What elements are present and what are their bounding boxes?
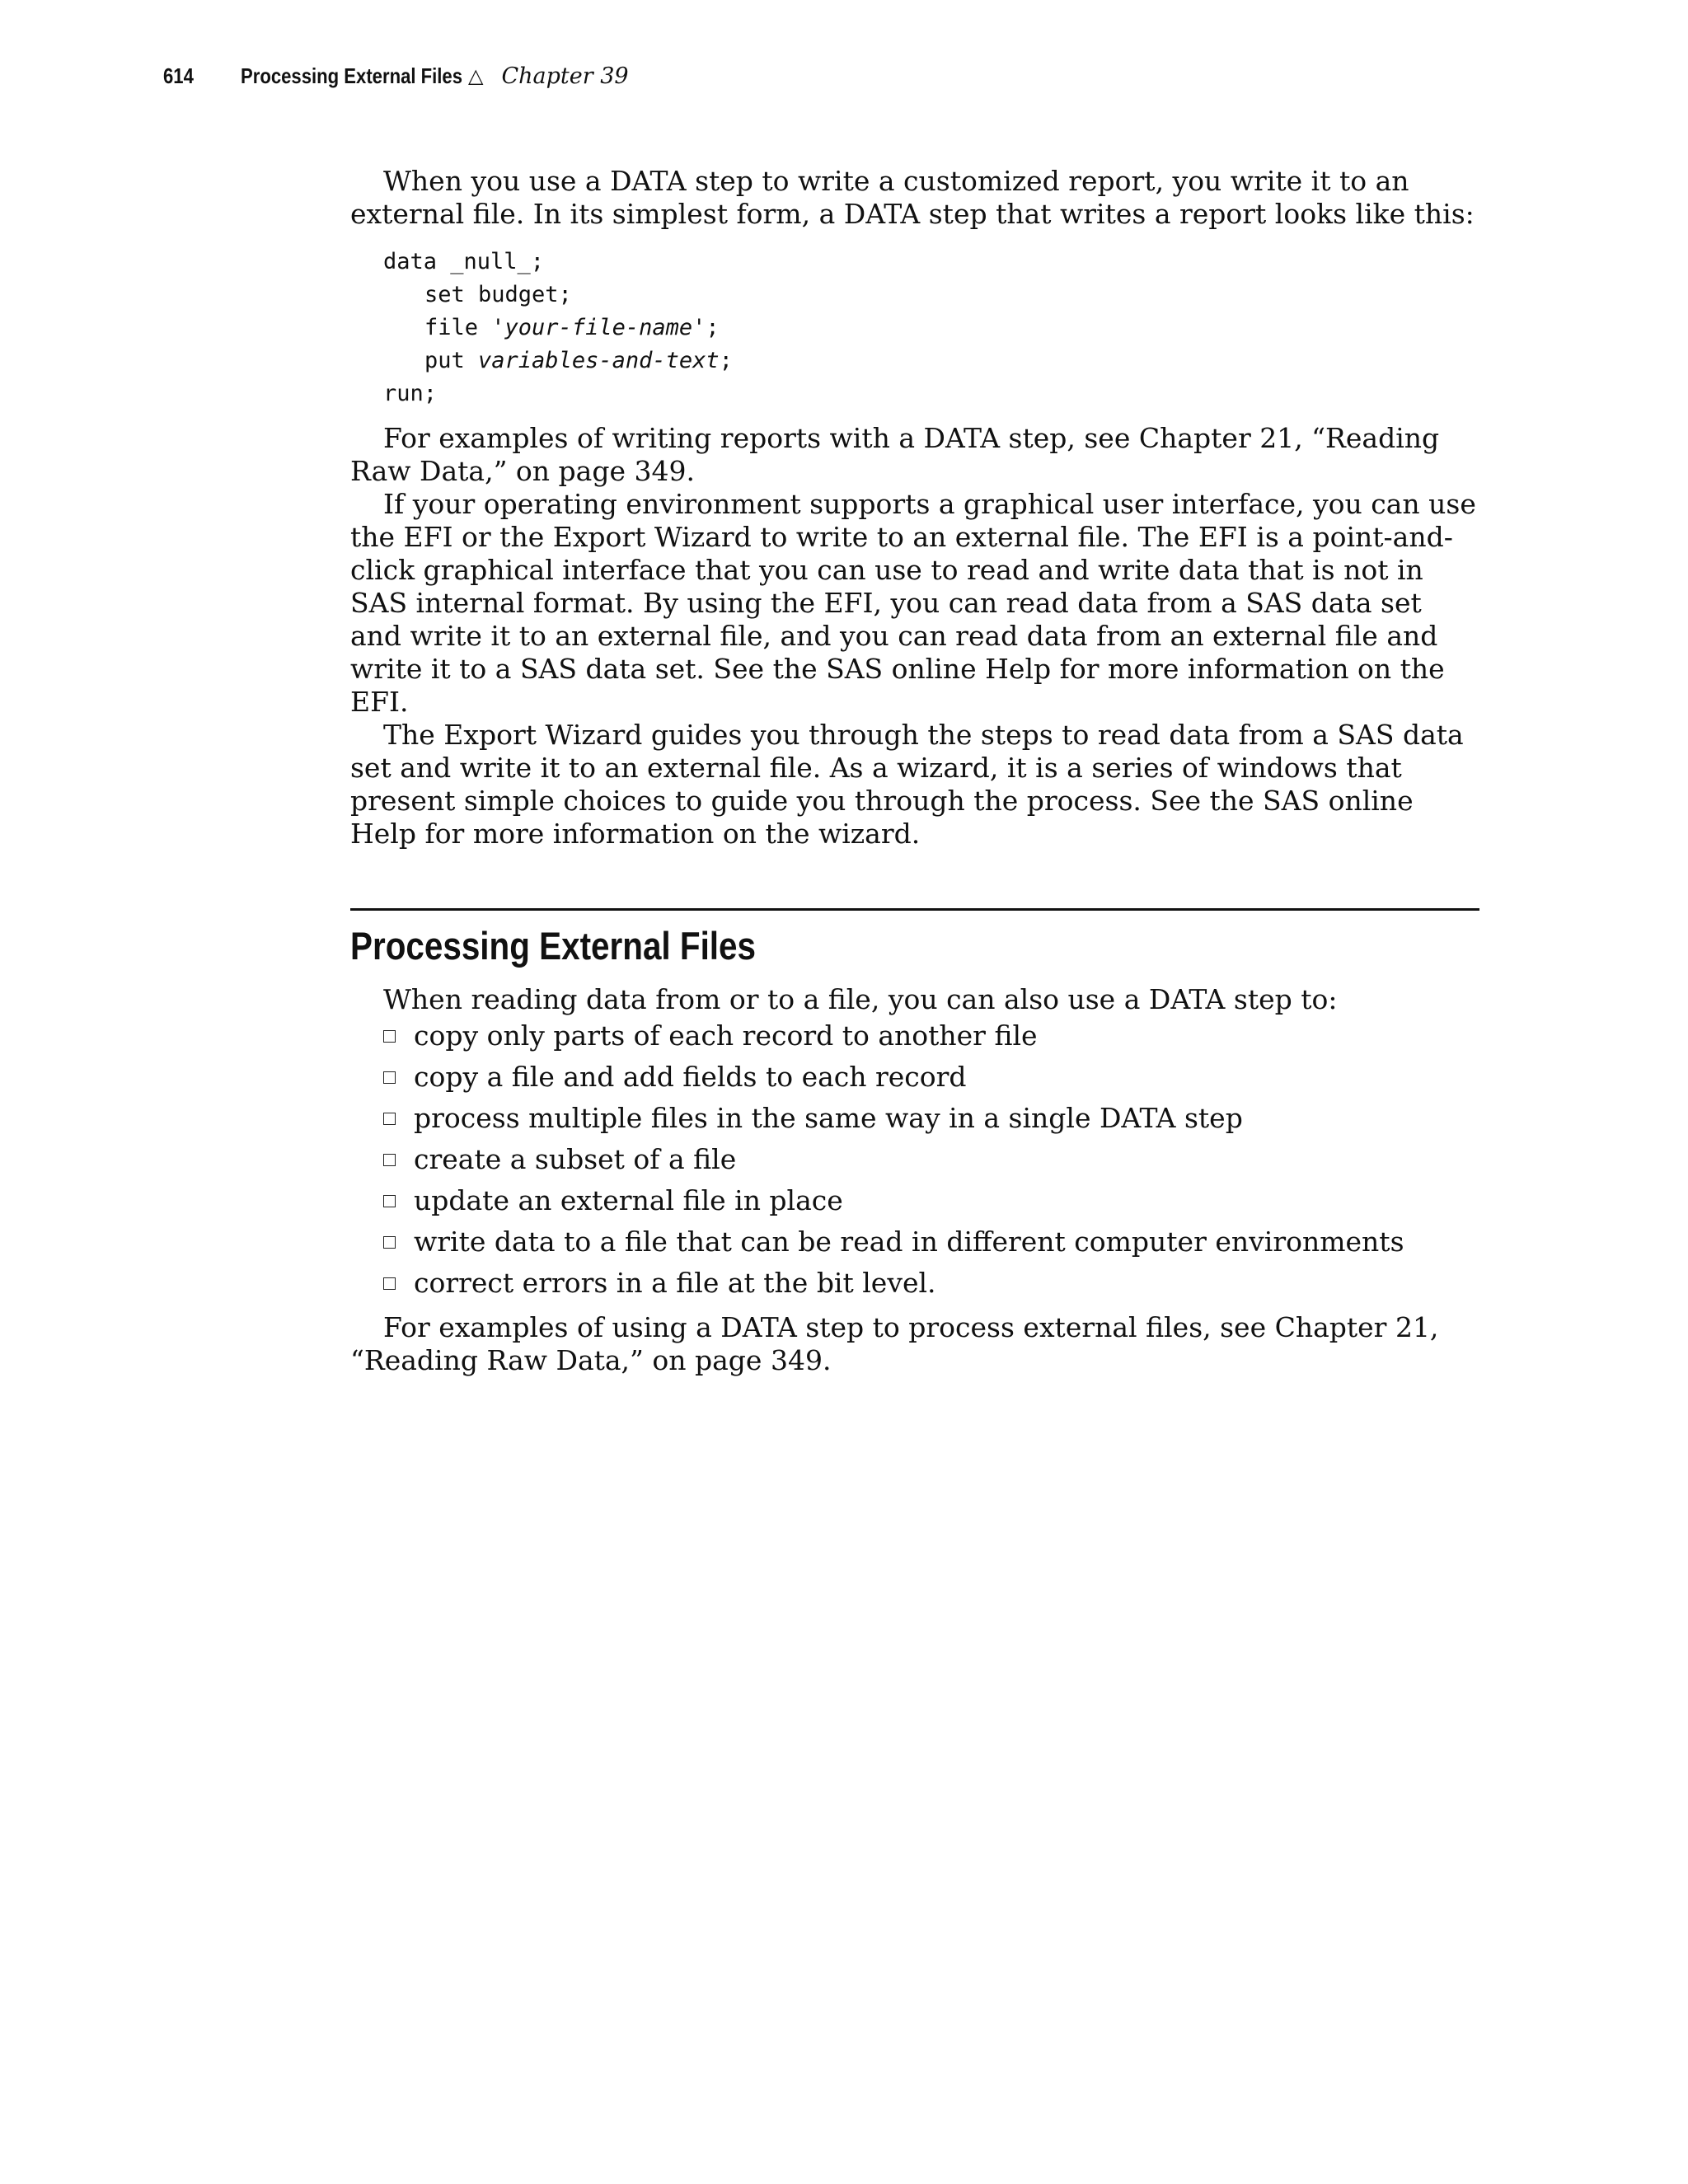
running-head-title: Processing External Files	[241, 63, 462, 88]
bullet-list	[350, 1019, 1479, 1300]
code-line-2: set budget;	[424, 282, 572, 307]
code-line-4	[383, 344, 1479, 377]
intro-paragraph-4: The Export Wizard guides you through the steps to read data from a SAS data set and write it to an external file. As a wizard, it is a series of windows that present simple choices to guide you through the process. See the SAS online Help for more information on the wizard.	[350, 719, 1464, 850]
checkbox-bullet-icon	[383, 1071, 396, 1084]
code-line-5: run;	[383, 381, 438, 406]
checkbox-bullet-icon	[383, 1236, 396, 1249]
section-closing-paragraph: For examples of using a DATA step to process external files, see Chapter 21, “Reading Raw Data,” on page 349.	[350, 1311, 1439, 1376]
intro-paragraph-2: For examples of writing reports with a DATA step, see Chapter 21, “Reading Raw Data,” on page 349.	[350, 422, 1440, 487]
intro-paragraph-1: When you use a DATA step to write a customized report, you write it to an external file. In its simplest form, a DATA step that writes a report looks like this:	[350, 165, 1475, 230]
chapter-label: Chapter 39	[501, 63, 629, 89]
list-item	[383, 1019, 1479, 1052]
code-arg-variables: variables-and-text	[478, 348, 720, 373]
code-arg-file-name: 'your-file-name'	[491, 315, 706, 340]
list-item-text: update an external file in place	[414, 1184, 843, 1216]
triangle-separator-icon: △	[468, 64, 484, 87]
list-item-text: copy a file and add fields to each record	[414, 1061, 967, 1093]
list-item-text: copy only parts of each record to another file	[414, 1019, 1038, 1052]
code-semicolon: ;	[706, 315, 720, 340]
list-item-text: write data to a file that can be read in different computer environments	[414, 1226, 1404, 1258]
page-body	[350, 165, 1479, 1377]
list-item	[383, 1061, 1479, 1094]
code-example	[383, 246, 1479, 410]
section-divider	[350, 908, 1479, 911]
intro-paragraph-3: If your operating environment supports a graphical user interface, you can use the EFI or the Export Wizard to write to an external file. The EFI is a point-and-click graphical interface that you can use to read and write data that is not in SAS internal format. By using the EFI, you can read data from a SAS data set and write it to an external file, and you can read data from an external file and write it to a SAS data set. See the SAS online Help for more information on the EFI.	[350, 488, 1476, 718]
code-keyword-file: file	[424, 315, 492, 340]
code-line-1: data _null_;	[383, 249, 545, 274]
code-keyword-put: put	[424, 348, 479, 373]
list-item	[383, 1184, 1479, 1217]
code-semicolon: ;	[719, 348, 733, 373]
checkbox-bullet-icon	[383, 1277, 396, 1290]
list-item-text: correct errors in a file at the bit level.	[414, 1267, 936, 1299]
checkbox-bullet-icon	[383, 1030, 396, 1043]
running-head	[163, 59, 629, 92]
list-item	[383, 1143, 1479, 1176]
checkbox-bullet-icon	[383, 1154, 396, 1166]
list-item-text: create a subset of a file	[414, 1143, 737, 1175]
checkbox-bullet-icon	[383, 1195, 396, 1207]
checkbox-bullet-icon	[383, 1113, 396, 1125]
section-lead: When reading data from or to a file, you can also use a DATA step to:	[383, 983, 1338, 1015]
list-item	[383, 1267, 1479, 1300]
list-item	[383, 1226, 1479, 1258]
code-line-3	[383, 312, 1479, 344]
list-item	[383, 1102, 1479, 1135]
list-item-text: process multiple files in the same way in a single DATA step	[414, 1102, 1243, 1134]
page-number: 614	[163, 63, 194, 88]
section-heading: Processing External Files	[350, 924, 756, 968]
